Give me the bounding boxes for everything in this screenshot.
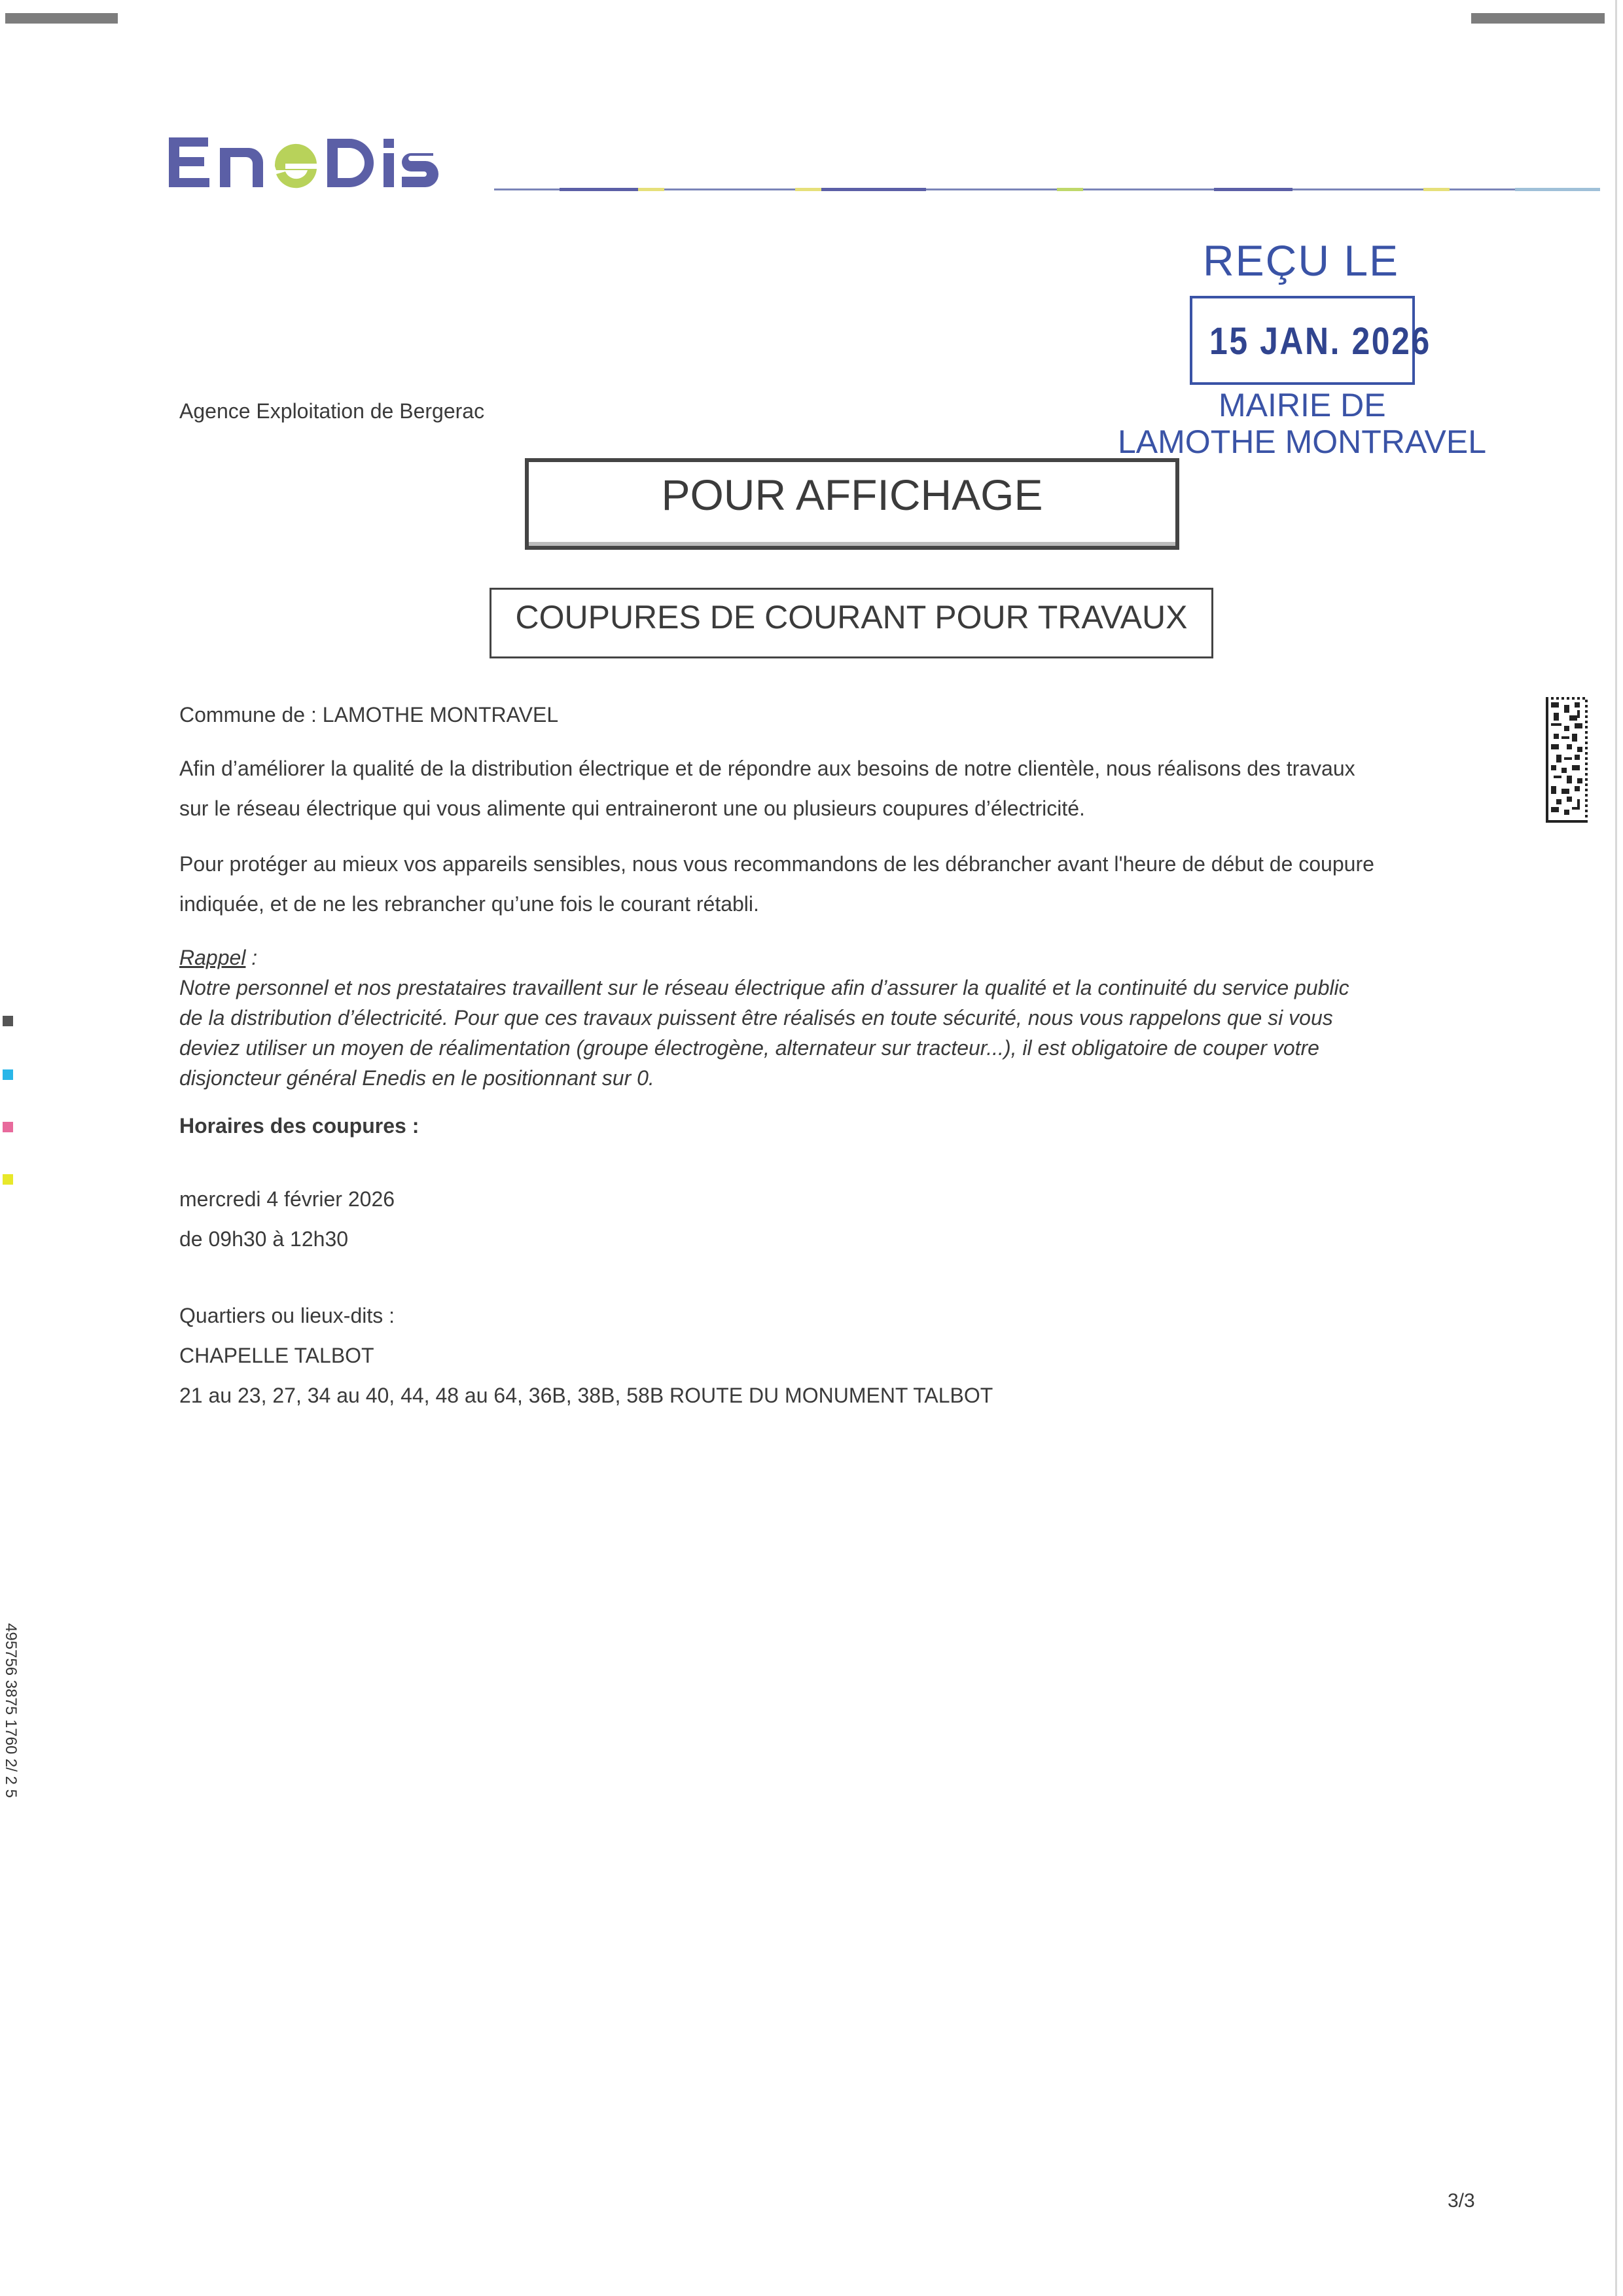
lieu-dit: CHAPELLE TALBOT bbox=[179, 1344, 374, 1367]
paragraph-1-line-2: sur le réseau électrique qui vous alimente qui entraineront une ou plusieurs coupures d’électricité. bbox=[179, 797, 1085, 820]
rappel-label: Rappel bbox=[179, 946, 246, 969]
addresses: 21 au 23, 27, 34 au 40, 44, 48 au 64, 36B, 38B, 58B ROUTE DU MONUMENT TALBOT bbox=[179, 1384, 993, 1407]
side-mark-magenta bbox=[3, 1122, 13, 1132]
rappel-line-3: deviez utiliser un moyen de réalimentation (groupe électrogène, alternateur sur tracteur...), il est obligatoire de couper votre bbox=[179, 1036, 1319, 1060]
scan-bar-right bbox=[1471, 13, 1605, 24]
side-mark-cyan bbox=[3, 1069, 13, 1080]
header-rule bbox=[494, 187, 1600, 191]
page-edge-right bbox=[1615, 0, 1617, 2296]
rappel-heading bbox=[179, 942, 257, 973]
agency-name: Agence Exploitation de Bergerac bbox=[179, 399, 485, 423]
outage-date: mercredi 4 février 2026 bbox=[179, 1187, 395, 1211]
coupures-title: COUPURES DE COURANT POUR TRAVAUX bbox=[515, 599, 1188, 636]
stamp-received-label: REÇU LE bbox=[1203, 236, 1400, 285]
pour-affichage-title: POUR AFFICHAGE bbox=[661, 471, 1043, 519]
commune-line: Commune de : LAMOTHE MONTRAVEL bbox=[179, 703, 559, 726]
datamatrix-code bbox=[1546, 695, 1588, 825]
page-number: 3/3 bbox=[1448, 2190, 1475, 2212]
rappel-line-1: Notre personnel et nos prestataires travaillent sur le réseau électrique afin d’assurer la qualité et la continuité du service public bbox=[179, 976, 1349, 999]
horaires-title: Horaires des coupures : bbox=[179, 1114, 419, 1138]
side-mark-yellow bbox=[3, 1174, 13, 1185]
paragraph-2-line-2: indiquée, et de ne les rebrancher qu’une fois le courant rétabli. bbox=[179, 892, 759, 916]
scan-bar-left bbox=[5, 13, 118, 24]
rappel-colon: : bbox=[245, 946, 258, 969]
stamp-date: 15 JAN. 2026 bbox=[1209, 320, 1431, 363]
side-tracking-code: 495756 3875 1760 2/ 2 5 bbox=[2, 1623, 20, 1798]
stamp-mairie-line1: MAIRIE DE bbox=[1219, 387, 1386, 423]
rappel-line-4: disjoncteur général Enedis en le positionnant sur 0. bbox=[179, 1066, 654, 1090]
enedis-logo bbox=[164, 124, 471, 203]
paragraph-2-line-1: Pour protéger au mieux vos appareils sensibles, nous vous recommandons de les débrancher avant l'heure de début de coupure bbox=[179, 852, 1374, 876]
outage-time: de 09h30 à 12h30 bbox=[179, 1227, 349, 1251]
paragraph-1-line-1: Afin d’améliorer la qualité de la distribution électrique et de répondre aux besoins de notre clientèle, nous réalisons des travaux bbox=[179, 757, 1355, 780]
side-mark-gray bbox=[3, 1016, 13, 1026]
quartiers-label: Quartiers ou lieux-dits : bbox=[179, 1304, 395, 1327]
rappel-line-2: de la distribution d’électricité. Pour que ces travaux puissent être réalisés en toute sécurité, nous vous rappelons que si vous bbox=[179, 1006, 1333, 1030]
stamp-mairie-line2: LAMOTHE MONTRAVEL bbox=[1118, 423, 1487, 460]
